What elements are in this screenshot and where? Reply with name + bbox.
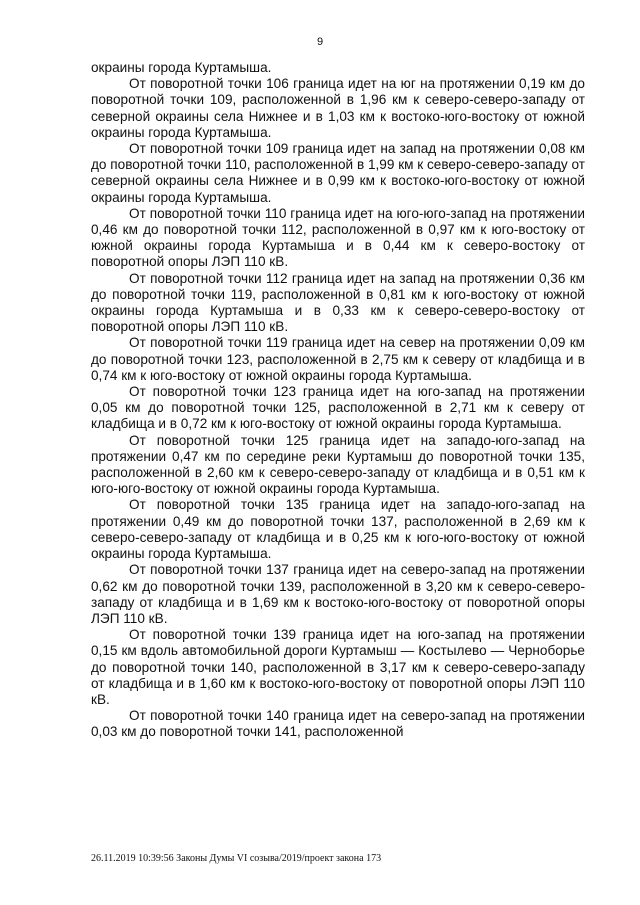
paragraph: От поворотной точки 112 граница идет на запад на протяжении 0,36 км до поворотной точки 119, расположенной в 0,81 км к юго-востоку от южной окраины города Куртамыша и в 0,33 км к северо-северо-востоку от поворотной опоры ЛЭП 110 кВ. xyxy=(91,270,585,335)
paragraph: От поворотной точки 135 граница идет на западо-юго-запад на протяжении 0,49 км до поворотной точки 137, расположенной в 2,69 км к северо-северо-западу от кладбища и в 0,25 км к юго-юго-востоку от южной окраины города Куртамыша. xyxy=(91,497,585,562)
paragraph: От поворотной точки 106 граница идет на юг на протяжении 0,19 км до поворотной точки 109, расположенной в 1,96 км к северо-северо-западу от северной окраины села Нижнее и в 1,03 км к востоко-юго-востоку от южной окраины города Куртамыша. xyxy=(91,76,585,140)
paragraph: окраины города Куртамыша. xyxy=(91,60,272,75)
paragraph: От поворотной точки 137 граница идет на северо-запад на протяжении 0,62 км до поворотной точки 139, расположенной в 3,20 км к северо-северо-западу от кладбища и в 1,69 км к востоко-юго-востоку от поворотной опоры ЛЭП 110 кВ. xyxy=(91,562,585,626)
paragraph: От поворотной точки 123 граница идет на юго-запад на протяжении 0,05 км до поворотной точки 125, расположенной в 2,71 км к северу от кладбища и в 0,72 км к юго-востоку от южной окраины города Куртамыша. xyxy=(91,384,585,432)
paragraph: От поворотной точки 140 граница идет на северо-запад на протяжении 0,03 км до поворотной точки 141, расположенной xyxy=(91,708,585,740)
document-footer: 26.11.2019 10:39:56 Законы Думы VI созыва/2019/проект закона 173 xyxy=(91,853,382,864)
paragraph: От поворотной точки 109 граница идет на запад на протяжении 0,08 км до поворотной точки 110, расположенной в 1,99 км к северо-северо-западу от северной окраины села Нижнее и в 0,99 км к востоко-юго-востоку от южной окраины города Куртамыша. xyxy=(91,141,585,205)
document-body xyxy=(91,60,585,741)
paragraph: От поворотной точки 119 граница идет на север на протяжении 0,09 км до поворотной точки 123, расположенной в 2,75 км к северу от кладбища и в 0,74 км к юго-востоку от южной окраины города Куртамыша. xyxy=(91,335,585,383)
paragraph: От поворотной точки 110 граница идет на юго-юго-запад на протяжении 0,46 км до поворотной точки 112, расположенной в 0,97 км к юго-востоку от южной окраины города Куртамыша и в 0,44 км к северо-востоку от поворотной опоры ЛЭП 110 кВ. xyxy=(91,205,585,270)
page-number: 9 xyxy=(316,36,324,48)
paragraph: От поворотной точки 125 граница идет на западо-юго-запад на протяжении 0,47 км по середине реки Куртамыш до поворотной точки 135, расположенной в 2,60 км к северо-северо-западу от кладбища и в 0,51 км к юго-юго-востоку от южной окраины города Куртамыша. xyxy=(91,432,585,497)
paragraph: От поворотной точки 139 граница идет на юго-запад на протяжении 0,15 км вдоль автомобильной дороги Куртамыш — Костылево — Черноборье до поворотной точки 140, расположенной в 3,17 км к северо-северо-западу от кладбища и в 1,60 км к востоко-юго-востоку от поворотной опоры ЛЭП 110 кВ. xyxy=(91,627,585,707)
